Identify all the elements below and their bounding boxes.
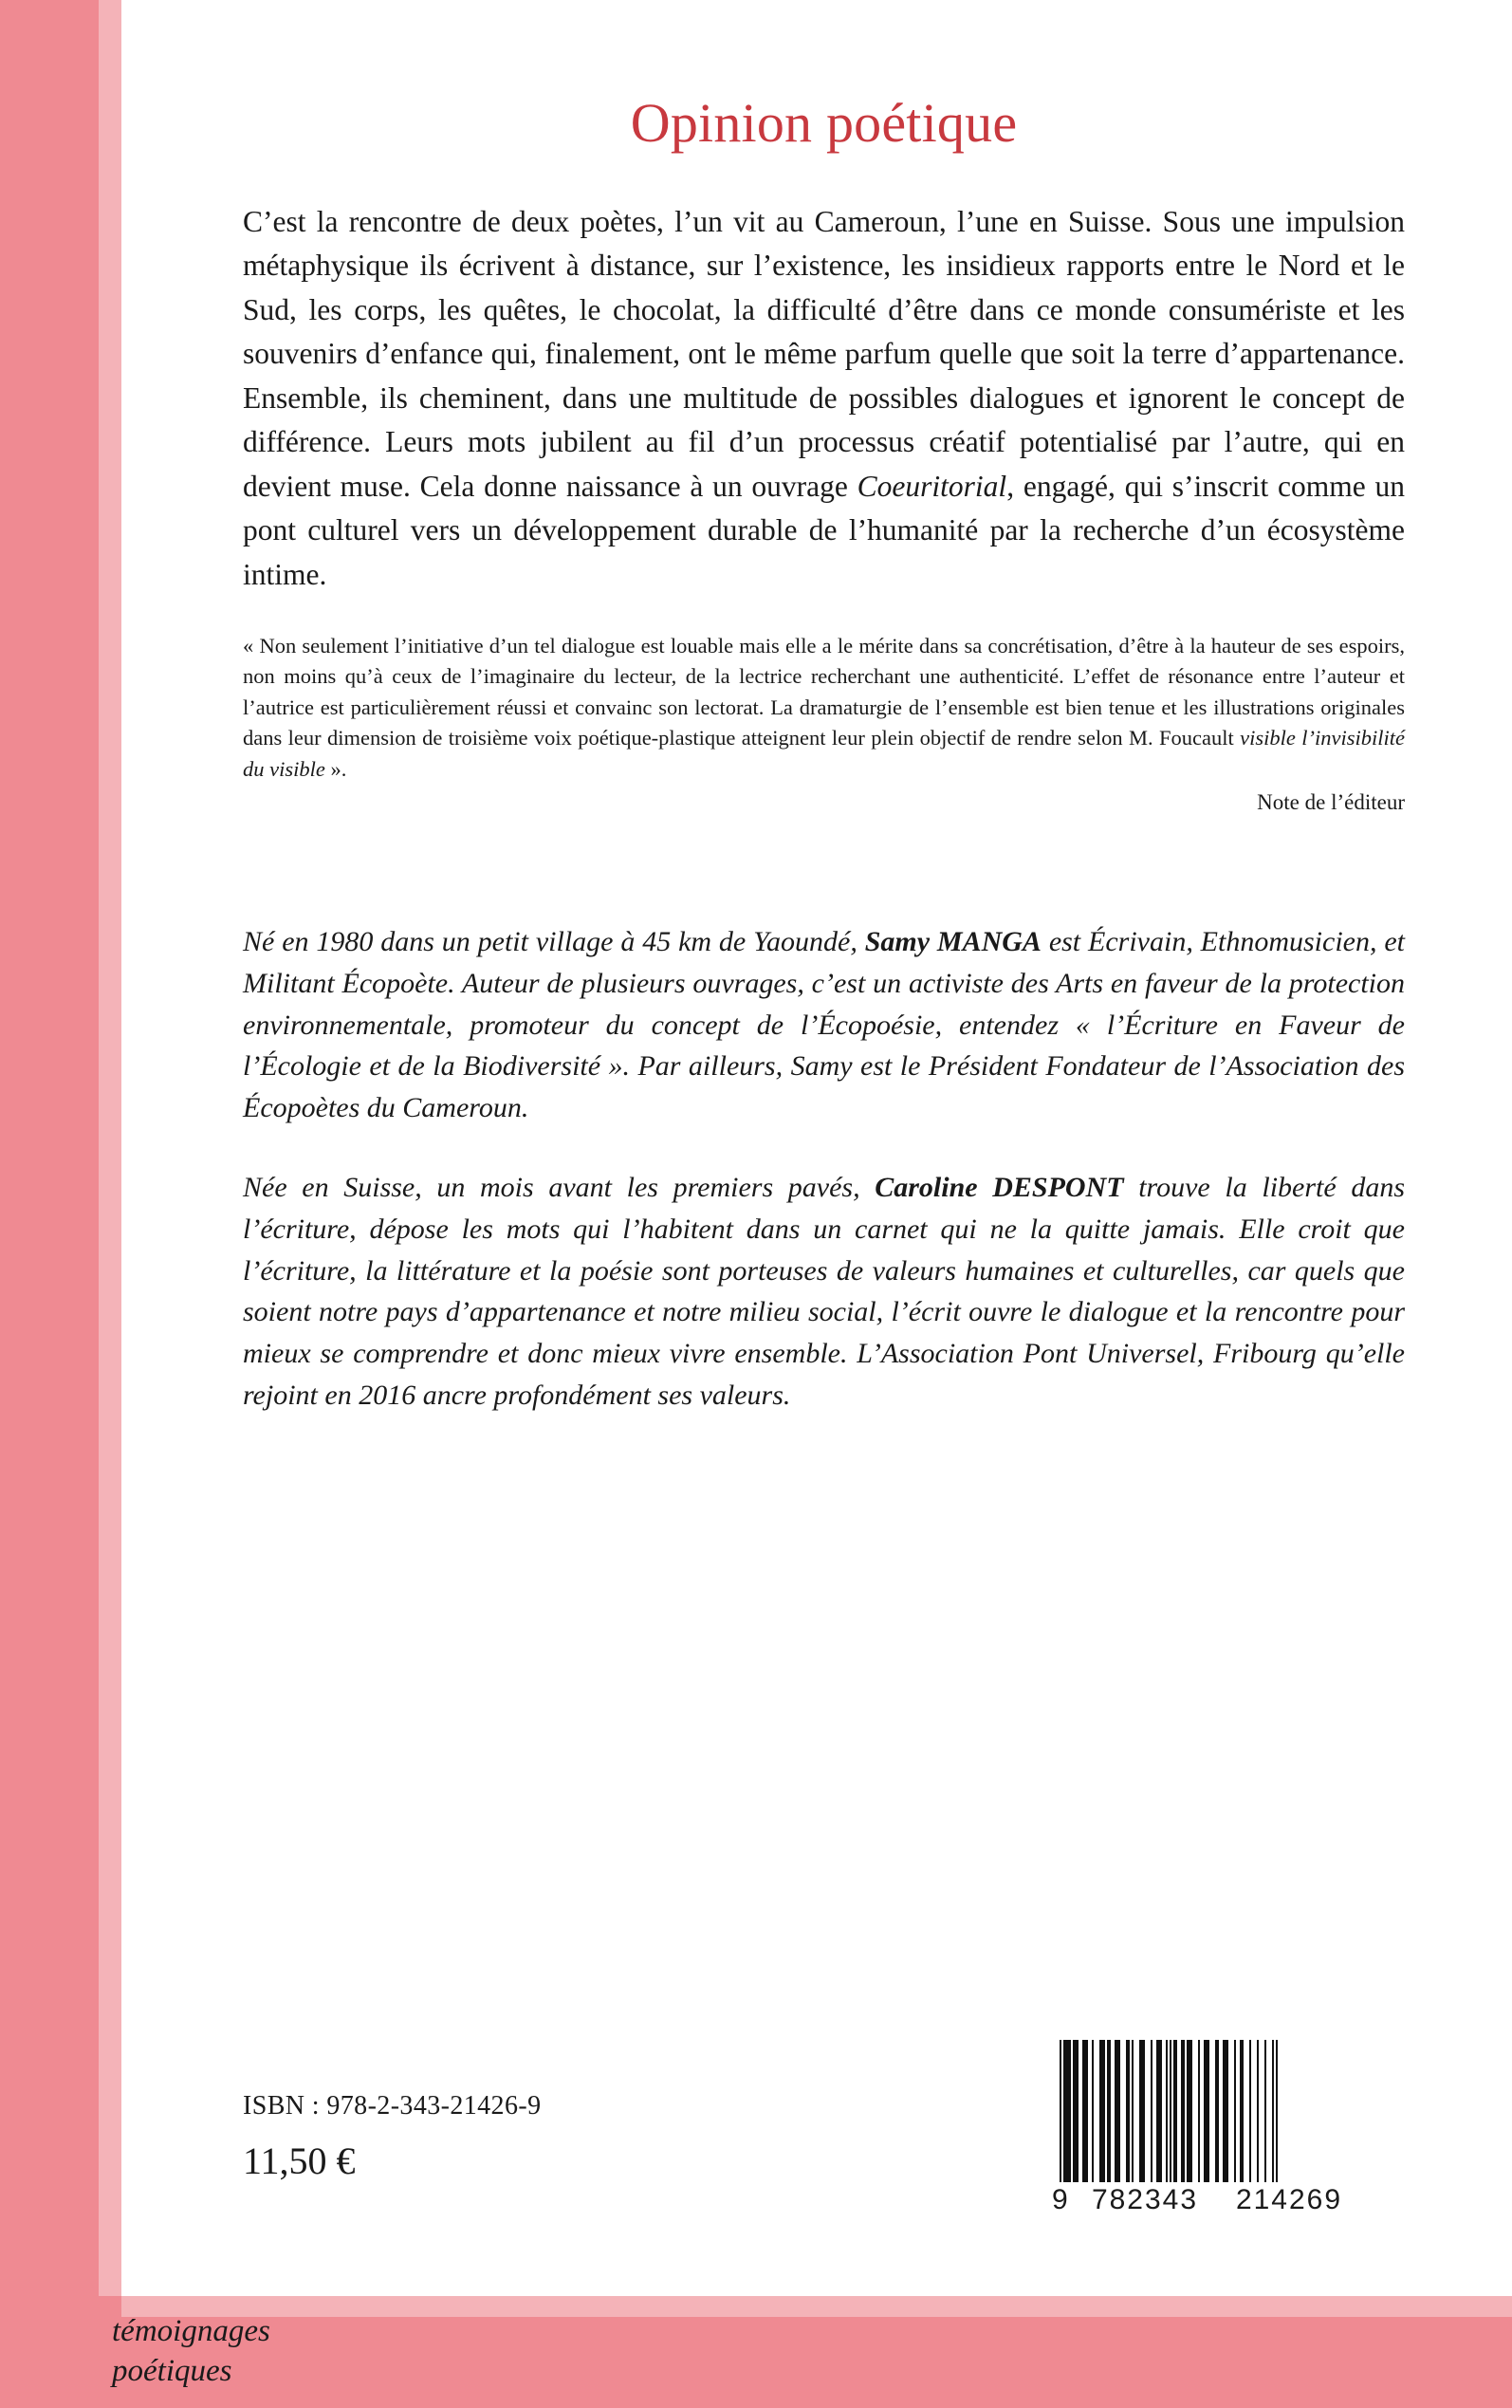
barcode-right-digits: 214269 bbox=[1235, 2184, 1343, 2215]
bio-2-author-name: Caroline DESPONT bbox=[875, 1172, 1124, 1204]
price-text: 11,50 € bbox=[243, 2139, 356, 2182]
bio-1-after: est Écrivain, Ethnomusicien, et Militant Écopoète. Auteur de plusieurs ouvrages, c’est un activiste des Arts en faveur de la protection environnementale, promoteur du concept de l’Écopoésie, entendez « l’Écriture en Faveur de l’Écologie et de la Biodiversité ». Par ailleurs, Samy est le Président Fondateur de l’Association des Écopoètes du Cameroun. bbox=[243, 926, 1405, 1124]
left-decorative-band bbox=[0, 0, 121, 2408]
barcode-digits bbox=[1052, 2182, 1405, 2216]
summary-book-title: Coeuritorial bbox=[857, 469, 1007, 503]
isbn-text: ISBN : 978-2-343-21426-9 bbox=[243, 2091, 542, 2121]
back-cover-content bbox=[243, 0, 1405, 1417]
footer-block bbox=[243, 2076, 1405, 2304]
bio-2-after: trouve la liberté dans l’écriture, dépose les mots qui l’habitent dans un carnet qui ne la quitte jamais. Elle croit que l’écriture, la littérature et la poésie sont porteuses de valeurs humaines et culturelles, car quels que soient notre pays d’appartenance et notre milieu social, l’écrit ouvre le dialogue et la rencontre pour mieux se comprendre et donc mieux vivre ensemble. L’Association Pont Universel, Fribourg qu’elle rejoint en 2016 ancre profondément ses valeurs. bbox=[243, 1172, 1405, 1411]
author-bio-samy-manga bbox=[243, 815, 1405, 1129]
left-band-highlight bbox=[99, 0, 121, 2408]
collection-name bbox=[112, 2311, 510, 2391]
editor-quote-text: « Non seulement l’initiative d’un tel dialogue est louable mais elle a le mérite dans sa concrétisation, d’être à la hauteur de ses espoirs, non moins qu’à ceux de l’imaginaire du lecteur, de la lectrice recherchant une authenticité. L’effet de résonance entre l’auteur et l’autrice est particulièrement réussi et convainc son lectorat. La dramaturgie de l’ensemble est bien tenue et les illustrations originales dans leur dimension de troisième voix poétique-plastique atteignent leur plein objectif de rendre selon M. Foucault bbox=[243, 634, 1405, 750]
barcode-bars bbox=[1052, 2040, 1405, 2182]
bio-2-before: Née en Suisse, un mois avant les premiers pavés, bbox=[243, 1172, 876, 1204]
summary-text-start: C’est la rencontre de deux poètes, l’un vit au Cameroun, l’une en Suisse. Sous une impulsion métaphysique ils écrivent à distance, sur l’existence, les insidieux rapports entre le Nord et le Sud, les corps, les quêtes, le chocolat, la difficulté d’être dans ce monde consumériste et les souvenirs d’enfance qui, finalement, ont le même parfum quelle que soit la terre d’appartenance. Ensemble, ils cheminent, dans une multitude de possibles dialogues et ignorent le concept de différence. Leurs mots jubilent au fil d’un processus créatif potentialisé par l’autre, qui en devient muse. Cela donne naissance à un ouvrage bbox=[243, 205, 1405, 503]
editor-signature: Note de l’éditeur bbox=[1257, 790, 1405, 815]
collection-line-2: poétiques bbox=[112, 2353, 232, 2388]
bio-1-author-name: Samy MANGA bbox=[864, 926, 1042, 958]
barcode bbox=[1052, 2040, 1405, 2216]
page-title: Opinion poétique bbox=[630, 92, 1018, 154]
band-corner-notch bbox=[0, 2296, 121, 2317]
editor-quote bbox=[243, 597, 1405, 785]
summary-text-end: , engagé, qui s’inscrit comme un pont culturel vers un développement durable de l’humanité par la recherche d’un écosystème intime. bbox=[243, 469, 1405, 591]
barcode-lead-digit: 9 bbox=[1052, 2184, 1070, 2215]
barcode-left-digits: 782343 bbox=[1091, 2184, 1199, 2215]
editor-quote-italic: visible l’invisibilité du visible bbox=[243, 726, 1405, 781]
collection-line-1: témoignages bbox=[112, 2313, 270, 2348]
author-bio-caroline-despont bbox=[243, 1129, 1405, 1417]
summary-paragraph bbox=[243, 155, 1405, 597]
editor-quote-close: ». bbox=[324, 756, 347, 781]
bio-1-before: Né en 1980 dans un petit village à 45 km de Yaoundé, bbox=[243, 926, 865, 958]
